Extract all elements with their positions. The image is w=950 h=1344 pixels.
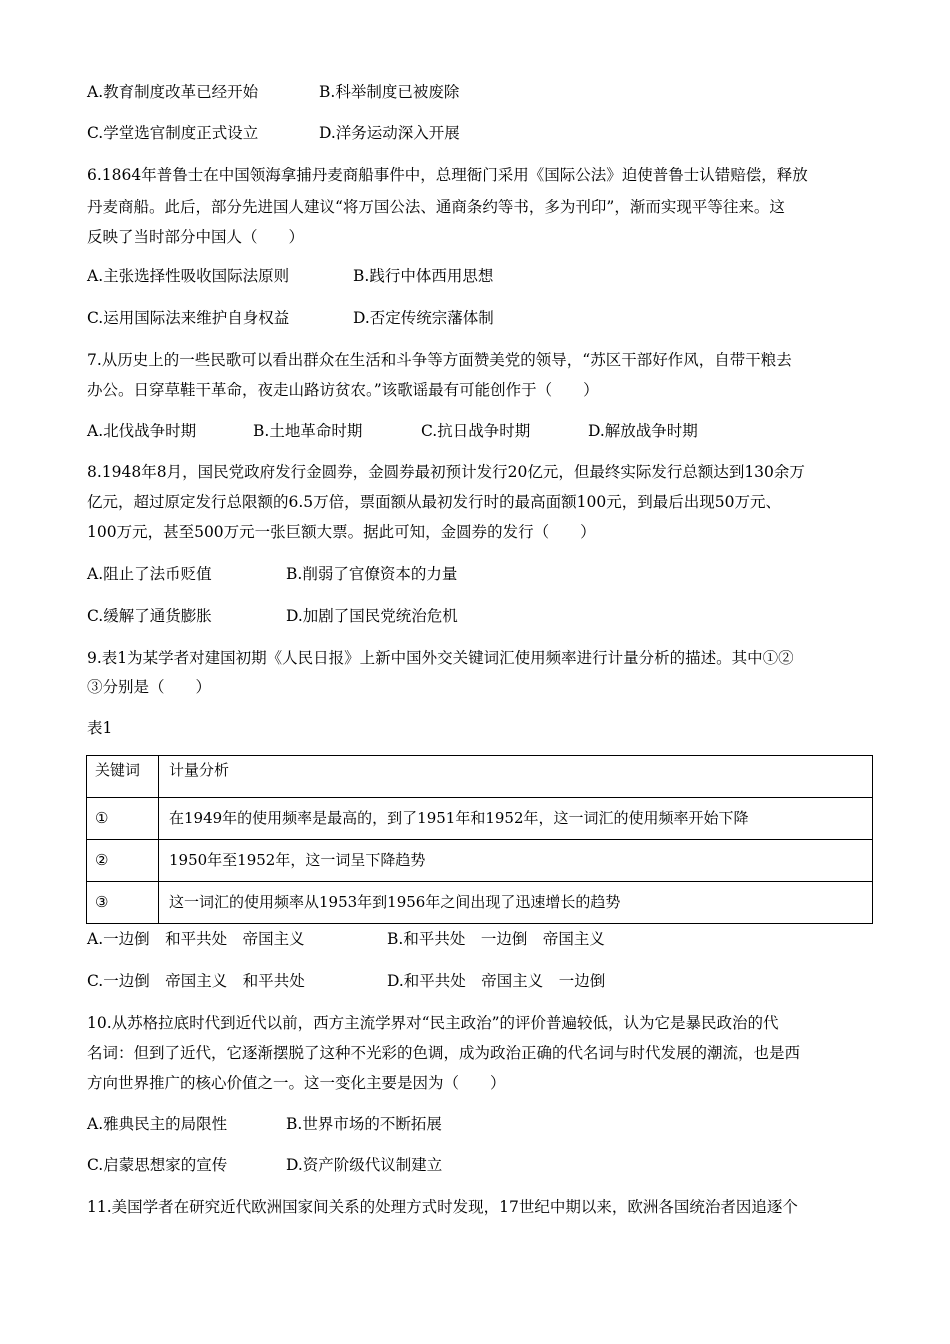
table-cell-keyword: ③	[87, 882, 159, 924]
keyword-analysis-table	[86, 755, 873, 924]
q9-stem-line-2: ③分别是（ ）	[87, 678, 212, 696]
table-cell-keyword: ①	[87, 798, 159, 840]
q8-option-d: D.加剧了国民党统治危机	[286, 607, 458, 625]
q8-option-b: B.削弱了官僚资本的力量	[286, 565, 458, 583]
q8-option-a: A.阻止了法币贬值	[87, 565, 212, 583]
q5-option-b: B.科举制度已被废除	[319, 83, 460, 101]
table-header-keyword: 关键词	[87, 756, 159, 798]
q6-option-d: D.否定传统宗藩体制	[353, 309, 494, 327]
table-cell-analysis: 这一词汇的使用频率从1953年到1956年之间出现了迅速增长的趋势	[159, 882, 873, 924]
q8-stem-line-2: 亿元，超过原定发行总限额的6.5万倍，票面额从最初发行时的最高面额100元，到最后出现50万元、	[87, 493, 781, 511]
q7-option-c: C.抗日战争时期	[421, 422, 531, 440]
q6-option-b: B.践行中体西用思想	[353, 267, 494, 285]
q5-option-a: A.教育制度改革已经开始	[87, 83, 259, 101]
q7-option-d: D.解放战争时期	[588, 422, 698, 440]
q6-stem-line-1: 6.1864年普鲁士在中国领海拿捕丹麦商船事件中，总理衙门采用《国际公法》迫使普鲁士认错赔偿，释放	[87, 166, 808, 184]
table-row	[87, 798, 873, 840]
table-caption: 表1	[87, 719, 113, 737]
q8-option-c: C.缓解了通货膨胀	[87, 607, 212, 625]
q6-stem-line-3: 反映了当时部分中国人（ ）	[87, 228, 305, 246]
q8-stem-line-3: 100万元，甚至500万元一张巨额大票。据此可知，金圆券的发行（ ）	[87, 523, 596, 541]
table-row	[87, 882, 873, 924]
q5-option-c: C.学堂选官制度正式设立	[87, 124, 259, 142]
q10-option-b: B.世界市场的不断拓展	[286, 1115, 442, 1133]
q6-stem-line-2: 丹麦商船。此后，部分先进国人建议“将万国公法、通商条约等书，多为刊印”，渐而实现平等往来。这	[87, 198, 785, 216]
q6-option-a: A.主张选择性吸收国际法原则	[87, 267, 290, 285]
q9-option-d: D.和平共处 帝国主义 一边倒	[387, 972, 606, 990]
q10-stem-line-3: 方向世界推广的核心价值之一。这一变化主要是因为（ ）	[87, 1074, 506, 1092]
table-cell-keyword: ②	[87, 840, 159, 882]
q6-option-c: C.运用国际法来维护自身权益	[87, 309, 290, 327]
q7-stem-line-1: 7.从历史上的一些民歌可以看出群众在生活和斗争等方面赞美党的领导，“苏区干部好作风，自带干粮去	[87, 351, 792, 369]
q9-stem-line-1: 9.表1为某学者对建国初期《人民日报》上新中国外交关键词汇使用频率进行计量分析的描述。其中①②	[87, 649, 794, 667]
q10-stem-line-2: 名词：但到了近代，它逐渐摆脱了这种不光彩的色调，成为政治正确的代名词与时代发展的潮流，也是西	[87, 1044, 801, 1062]
q7-option-a: A.北伐战争时期	[87, 422, 197, 440]
table-cell-analysis: 在1949年的使用频率是最高的，到了1951年和1952年，这一词汇的使用频率开始下降	[159, 798, 873, 840]
q9-option-a: A.一边倒 和平共处 帝国主义	[87, 930, 305, 948]
q7-option-b: B.土地革命时期	[253, 422, 363, 440]
table-row	[87, 840, 873, 882]
q9-option-c: C.一边倒 帝国主义 和平共处	[87, 972, 305, 990]
table-header-analysis: 计量分析	[159, 756, 873, 798]
q10-option-a: A.雅典民主的局限性	[87, 1115, 228, 1133]
q7-stem-line-2: 办公。日穿草鞋干革命，夜走山路访贫农。”该歌谣最有可能创作于（ ）	[87, 381, 599, 399]
q10-option-d: D.资产阶级代议制建立	[286, 1156, 443, 1174]
table-header-row	[87, 756, 873, 798]
q5-option-d: D.洋务运动深入开展	[319, 124, 460, 142]
q9-option-b: B.和平共处 一边倒 帝国主义	[387, 930, 605, 948]
table-cell-analysis: 1950年至1952年，这一词呈下降趋势	[159, 840, 873, 882]
q10-stem-line-1: 10.从苏格拉底时代到近代以前，西方主流学界对“民主政治”的评价普遍较低，认为它是暴民政治的代	[87, 1014, 779, 1032]
q11-stem-line-1: 11.美国学者在研究近代欧洲国家间关系的处理方式时发现，17世纪中期以来，欧洲各国统治者因追逐个	[87, 1198, 798, 1216]
q10-option-c: C.启蒙思想家的宣传	[87, 1156, 228, 1174]
q8-stem-line-1: 8.1948年8月，国民党政府发行金圆券，金圆券最初预计发行20亿元，但最终实际发行总额达到130余万	[87, 463, 805, 481]
